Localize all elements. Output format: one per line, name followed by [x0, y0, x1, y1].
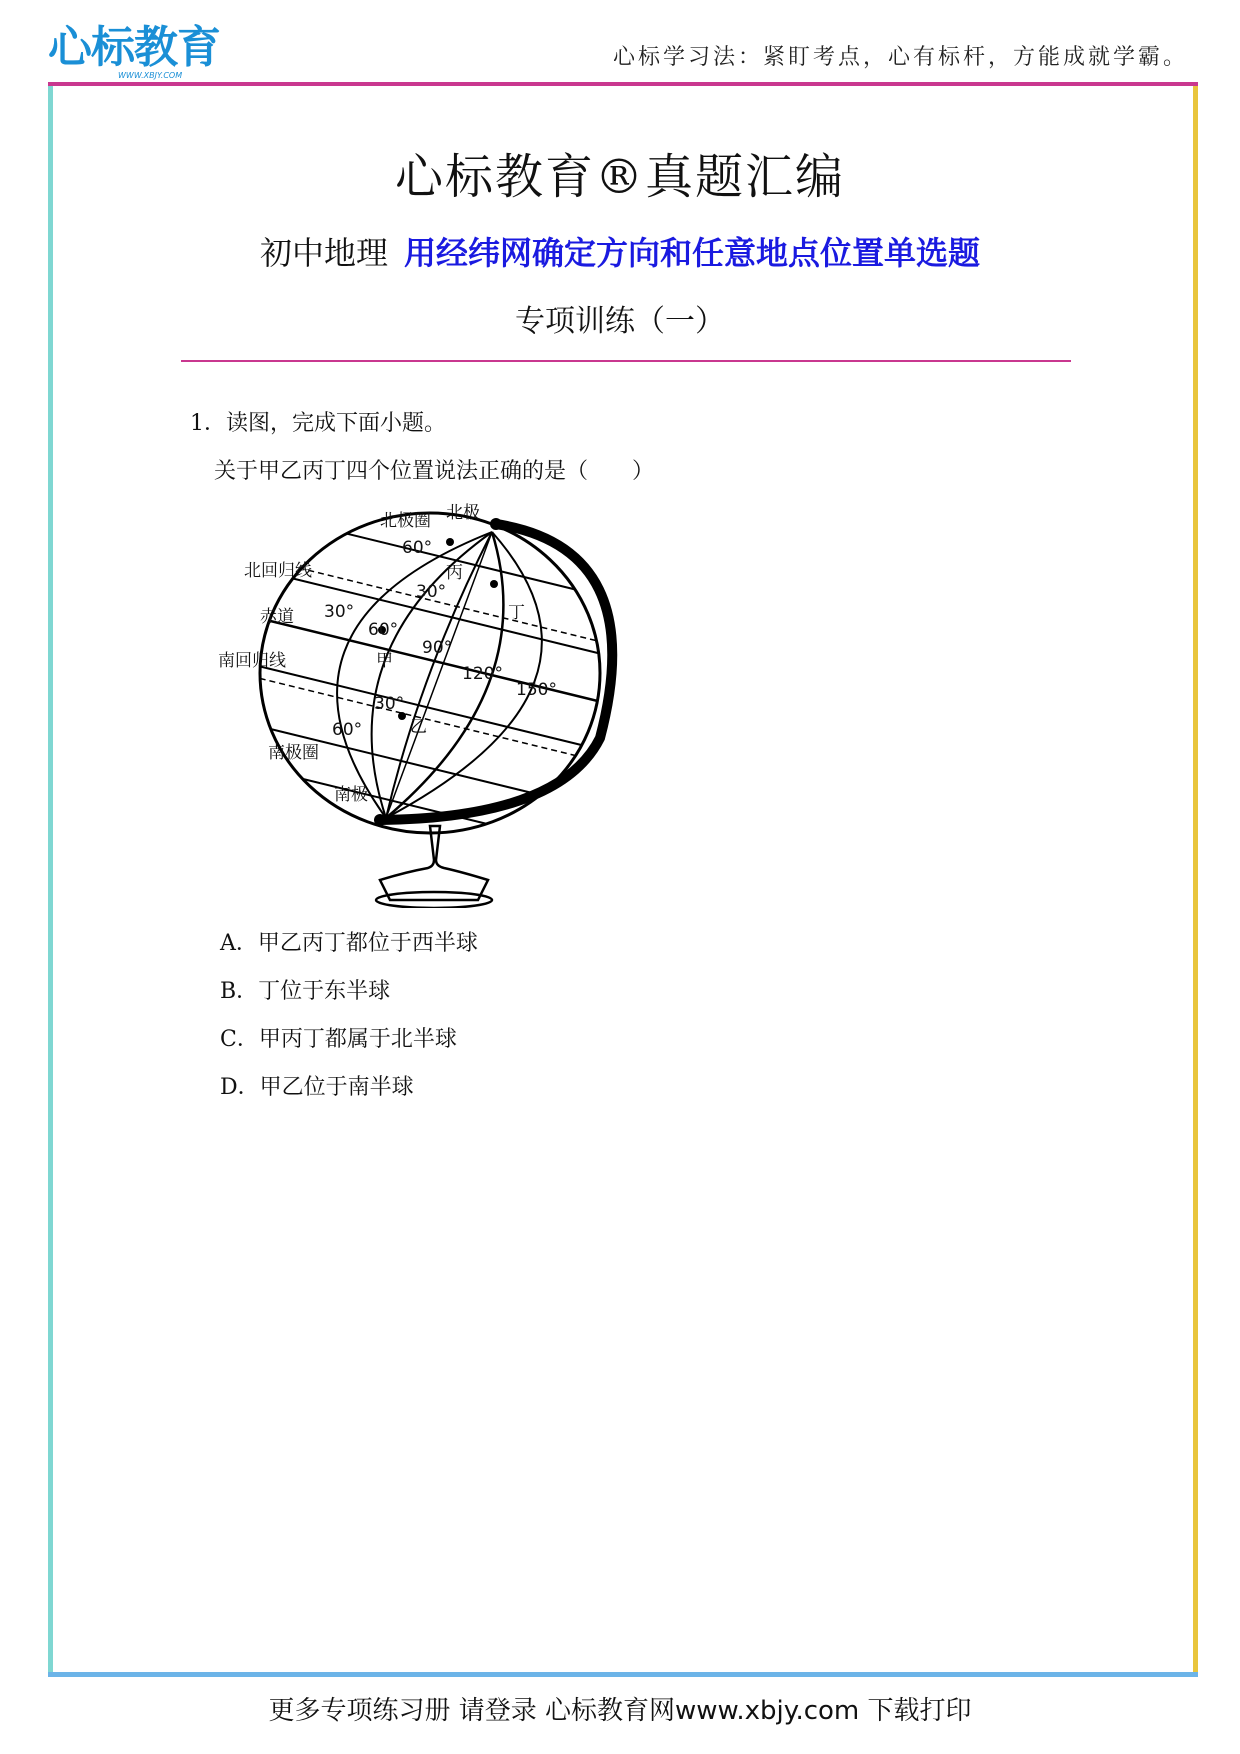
option-d: D．甲乙位于南半球 [220, 1075, 414, 1100]
header-motto: 心标学习法：紧盯考点，心有标杆，方能成就学霸。 [612, 45, 1188, 70]
option-a: A．甲乙丙丁都位于西半球 [220, 931, 478, 956]
label-tropic-capricorn: 南回归线 [218, 651, 286, 671]
label-lat-30s: 30° [374, 694, 405, 714]
footer-promo: 更多专项练习册 请登录 心标教育网www.xbjy.com 下载打印 [268, 1696, 972, 1726]
label-point-bing: 丙 [446, 563, 463, 583]
logo-url: WWW.XBJY.COM [118, 71, 183, 80]
label-point-jia: 甲 [376, 651, 393, 671]
page-title: 心标教育®真题汇编 [394, 149, 845, 205]
label-tropic-cancer: 北回归线 [244, 561, 312, 581]
question-number-line: 1．读图，完成下面小题。 [190, 411, 446, 436]
label-lat-60n: 60° [402, 538, 433, 558]
globe-figure [210, 488, 630, 908]
label-lat-60s: 60° [332, 720, 363, 740]
series-label: 专项训练（一） [515, 304, 725, 339]
label-lon-120: 120° [462, 664, 503, 684]
frame-bottom-border [48, 1672, 1198, 1677]
question-stem: 关于甲乙丙丁四个位置说法正确的是（ ） [214, 459, 655, 484]
label-north-pole: 北极 [446, 503, 480, 523]
label-south-pole: 南极 [334, 785, 368, 805]
label-point-yi: 乙 [410, 717, 427, 737]
title-rule [181, 360, 1071, 362]
label-equator: 赤道 [260, 607, 294, 627]
option-b: B．丁位于东半球 [220, 979, 391, 1004]
page-subtitle [0, 228, 1240, 274]
label-point-ding: 丁 [508, 603, 525, 623]
label-arctic-circle: 北极圈 [380, 511, 431, 531]
label-lat-30-left: 30° [324, 602, 355, 622]
brand-logo [48, 22, 220, 80]
option-c: C．甲丙丁都属于北半球 [220, 1027, 457, 1052]
header-rule [48, 82, 1198, 86]
label-lat-60-mid: 60° [368, 620, 399, 640]
label-antarctic-circle: 南极圈 [268, 743, 319, 763]
topic-label: 用经纬网确定方向和任意地点位置单选题 [404, 234, 981, 272]
label-lat-30n: 30° [416, 582, 447, 602]
logo-text: 心标教育 [48, 22, 220, 73]
label-lon-150: 150° [516, 680, 557, 700]
label-lon-90: 90° [422, 638, 453, 658]
subject-label: 初中地理 [259, 234, 388, 272]
